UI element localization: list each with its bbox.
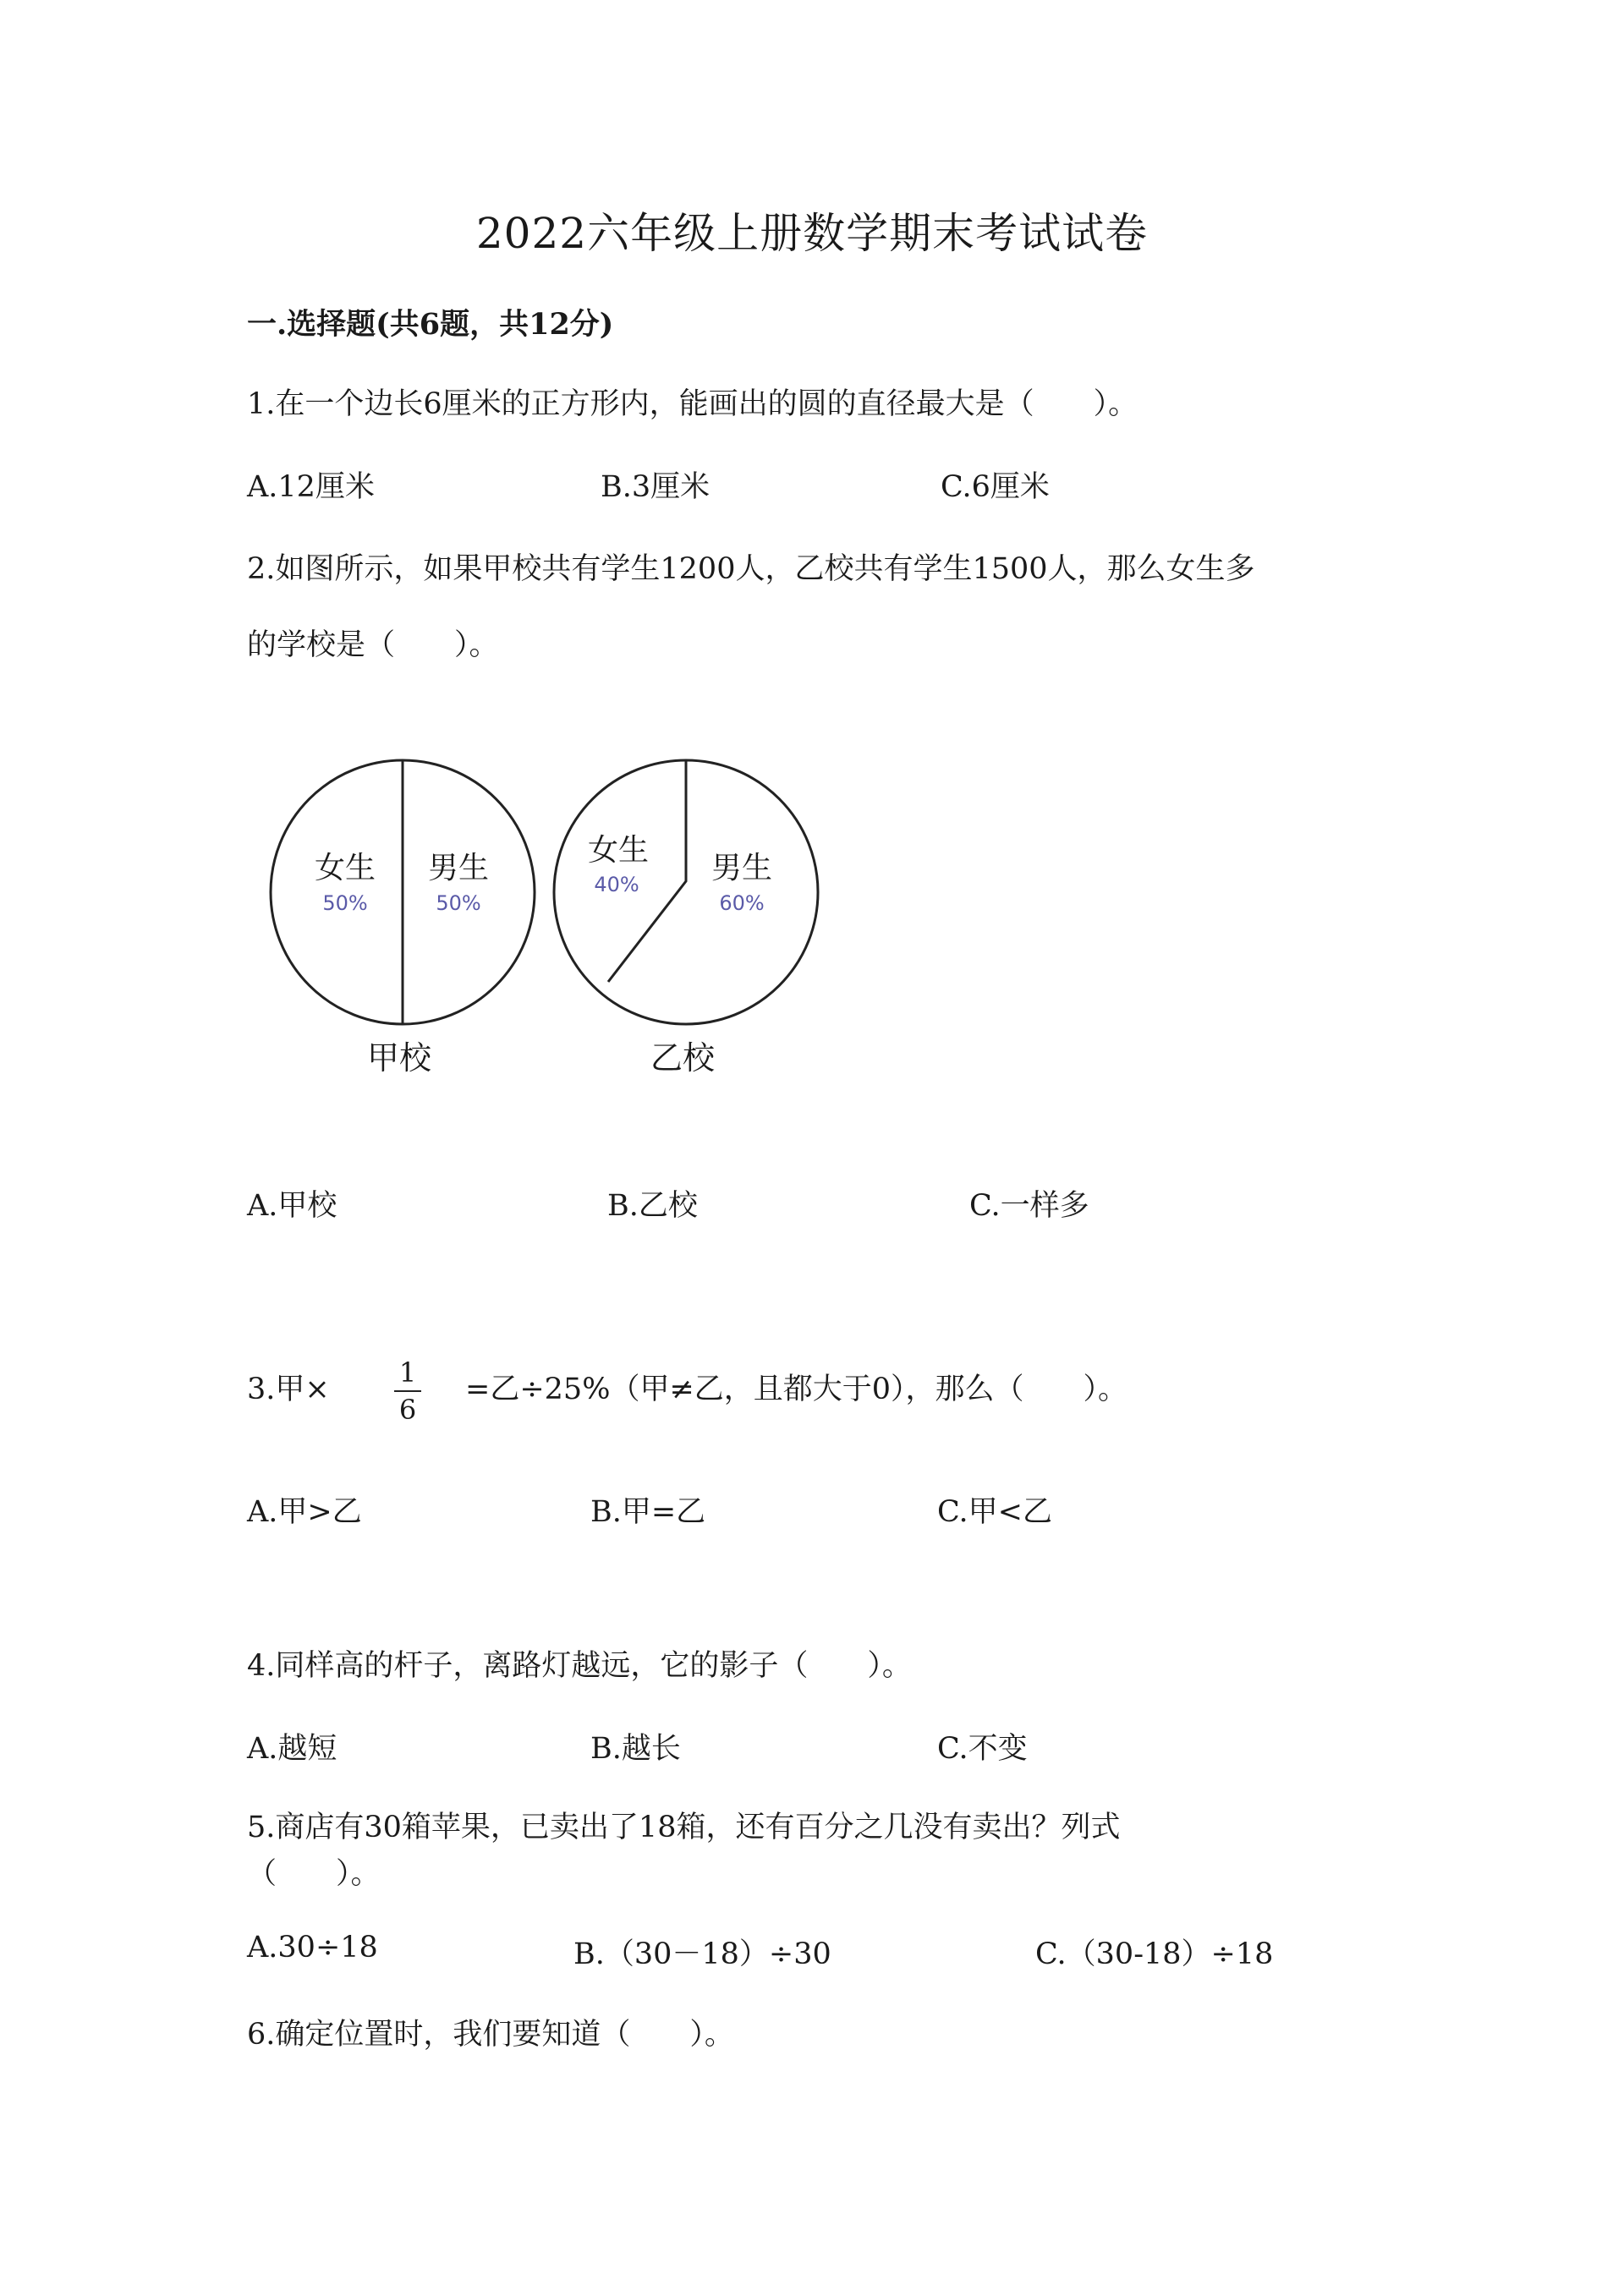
q5-option-c[interactable]: C.（30-18）÷18 [1035, 1937, 1274, 1971]
question-6: 6.确定位置时，我们要知道（ ）。 [247, 2018, 734, 2052]
q4-option-b[interactable]: B.越长 [590, 1732, 681, 1766]
question-2-line-1: 2.如图所示，如果甲校共有学生1200人，乙校共有学生1500人，那么女生多 [247, 552, 1255, 586]
question-5-line-2: （ ）。 [247, 1857, 381, 1891]
q4-option-c[interactable]: C.不变 [937, 1732, 1028, 1766]
pie-b-divider [608, 760, 686, 982]
section-heading: 一.选择题(共6题，共12分) [247, 307, 614, 342]
question-1: 1.在一个边长6厘米的正方形内，能画出的圆的直径最大是（ ）。 [247, 387, 1138, 421]
pie-b-male-label: 男生 [710, 851, 773, 885]
pie-a-male-pct: 50% [436, 891, 481, 915]
pie-school-b [554, 760, 818, 1077]
question-5-line-1: 5.商店有30箱苹果，已卖出了18箱，还有百分之几没有卖出？列式 [247, 1811, 1121, 1844]
pie-b-female-label: 女生 [587, 833, 650, 868]
pie-a-female-label: 女生 [314, 851, 376, 885]
pie-b-school-name: 乙校 [650, 1039, 716, 1077]
q3-option-c[interactable]: C.甲<乙 [937, 1495, 1052, 1529]
q5-option-a[interactable]: A.30÷18 [247, 1931, 378, 1964]
pie-a-school-name: 甲校 [366, 1039, 432, 1077]
fraction-denominator: 6 [398, 1394, 417, 1426]
pie-a-female-pct: 50% [322, 891, 368, 915]
q4-option-a[interactable]: A.越短 [247, 1732, 337, 1766]
q2-option-c[interactable]: C.一样多 [969, 1189, 1089, 1223]
pie-school-a [271, 760, 535, 1077]
fraction-numerator: 1 [398, 1356, 417, 1389]
question-3-prefix: 3.甲× [247, 1373, 330, 1406]
q3-option-a[interactable]: A.甲>乙 [247, 1495, 362, 1529]
fraction-one-sixth [391, 1356, 425, 1426]
pie-b-female-pct: 40% [594, 873, 639, 896]
q5-option-b[interactable]: B.（30－18）÷30 [573, 1937, 831, 1971]
pie-a-male-label: 男生 [427, 851, 490, 885]
q1-option-a[interactable]: A.12厘米 [247, 470, 375, 504]
question-2-line-2: 的学校是（ ）。 [247, 628, 499, 662]
school-pie-figure [254, 727, 846, 1091]
question-4: 4.同样高的杆子，离路灯越远，它的影子（ ）。 [247, 1649, 912, 1683]
question-3-suffix: =乙÷25%（甲≠乙，且都大于0），那么（ ）。 [465, 1373, 1128, 1406]
q2-option-b[interactable]: B.乙校 [607, 1189, 698, 1223]
fraction-bar [394, 1390, 421, 1392]
q3-option-b[interactable]: B.甲=乙 [590, 1495, 706, 1529]
page-title: 2022六年级上册数学期末考试试卷 [475, 209, 1149, 258]
pie-b-male-pct: 60% [719, 891, 765, 915]
q1-option-b[interactable]: B.3厘米 [601, 470, 710, 504]
q2-option-a[interactable]: A.甲校 [247, 1189, 337, 1223]
q1-option-c[interactable]: C.6厘米 [941, 470, 1050, 504]
